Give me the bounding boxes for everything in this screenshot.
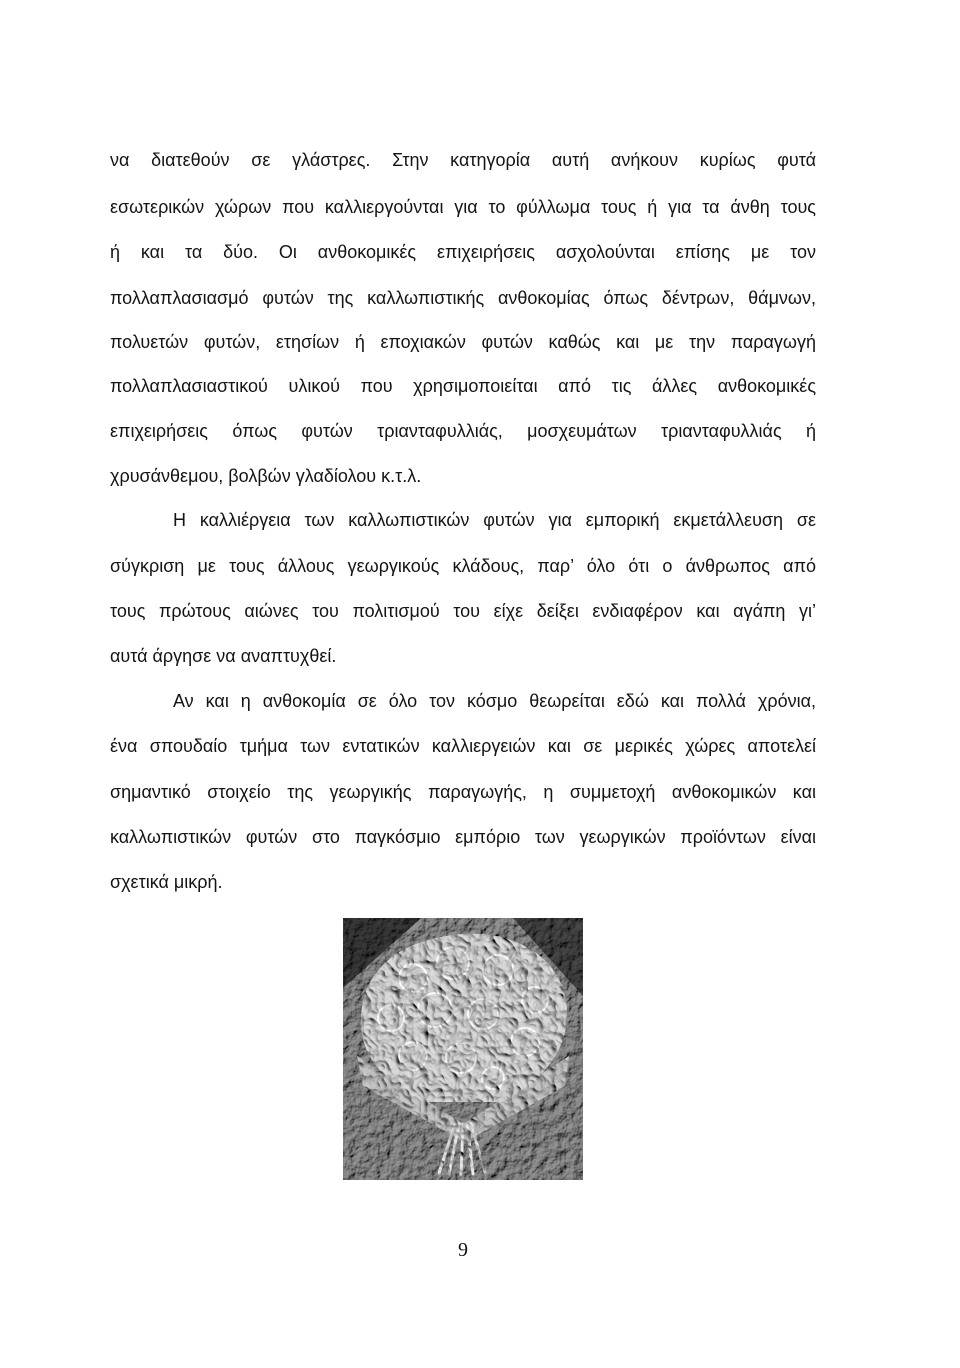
text-line: εσωτερικών χώρων που καλλιεργούνται για το φύλλωμα τους ή για τα άνθη τους — [110, 197, 816, 217]
text-line: χρυσάνθεμου, βολβών γλαδίολου κ.τ.λ. — [110, 466, 422, 486]
bouquet-flowers — [361, 934, 567, 1102]
flower-bouquet-icon — [343, 918, 583, 1180]
text-line: καλλωπιστικών φυτών στο παγκόσμιο εμπόριο των γεωργικών προϊόντων είναι — [110, 827, 816, 847]
text-line: σημαντικό στοιχείο της γεωργικής παραγωγής, η συμμετοχή ανθοκομικών και — [110, 782, 816, 802]
text-line: ένα σπουδαίο τμήμα των εντατικών καλλιεργειών και σε μερικές χώρες αποτελεί — [110, 736, 816, 756]
text-line: σύγκριση με τους άλλους γεωργικούς κλάδους, παρ’ όλο ότι ο άνθρωπος από — [110, 556, 816, 576]
page-number: 9 — [458, 1239, 468, 1261]
text-line: ή και τα δύο. Οι ανθοκομικές επιχειρήσεις ασχολούνται επίσης με τον — [110, 242, 816, 262]
text-line: τους πρώτους αιώνες του πολιτισμού του είχε δείξει ενδιαφέρον και αγάπη γι’ — [110, 601, 816, 621]
text-line: Η καλλιέργεια των καλλωπιστικών φυτών για εμπορική εκμετάλλευση σε — [173, 510, 816, 530]
text-line: σχετικά μικρή. — [110, 872, 223, 892]
text-line: Αν και η ανθοκομία σε όλο τον κόσμο θεωρείται εδώ και πολλά χρόνια, — [173, 691, 816, 711]
text-line: πολλαπλασιασμό φυτών της καλλωπιστικής ανθοκομίας όπως δέντρων, θάμνων, — [110, 288, 816, 308]
text-line: επιχειρήσεις όπως φυτών τριανταφυλλιάς, μοσχευμάτων τριανταφυλλιάς ή — [110, 421, 816, 441]
text-line: πολλαπλασιαστικού υλικού που χρησιμοποιείται από τις άλλες ανθοκομικές — [110, 376, 816, 396]
text-line: αυτά άργησε να αναπτυχθεί. — [110, 646, 337, 666]
bouquet-image — [343, 918, 583, 1180]
text-line: πολυετών φυτών, ετησίων ή εποχιακών φυτών καθώς και με την παραγωγή — [110, 332, 816, 352]
stem — [461, 1124, 463, 1175]
text-line: να διατεθούν σε γλάστρες. Στην κατηγορία αυτή ανήκουν κυρίως φυτά — [110, 150, 816, 170]
